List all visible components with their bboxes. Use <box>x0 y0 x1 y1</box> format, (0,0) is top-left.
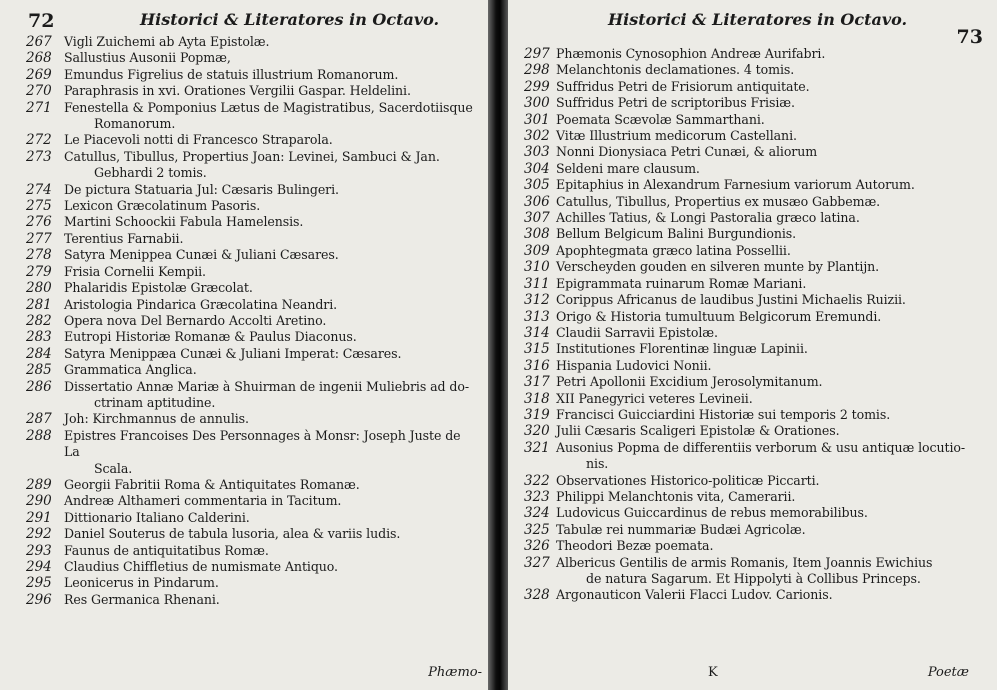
entry-body <box>64 132 476 148</box>
entry-number: 310 <box>524 259 550 276</box>
entry-number: 320 <box>524 423 550 440</box>
catalog-entry <box>524 587 977 603</box>
entry-body <box>64 543 476 559</box>
entry-title: Paraphrasis in xvi. Orationes Vergilii Gaspar. Heldelini. <box>64 83 411 99</box>
catalog-entry <box>26 313 476 329</box>
catalog-entry <box>26 100 476 133</box>
entry-number: 326 <box>524 538 550 555</box>
catalog-entry <box>26 149 476 182</box>
entry-title: Ludovicus Guiccardinus de rebus memorabilibus. <box>556 505 868 521</box>
entry-title: Emundus Figrelius de statuis illustrium Romanorum. <box>64 66 399 82</box>
signature-mark: K <box>708 665 718 680</box>
catalog-entry <box>524 112 977 128</box>
entry-number: 282 <box>26 312 52 329</box>
entry-body <box>556 112 977 128</box>
entry-number: 316 <box>524 357 550 374</box>
entry-title: Satyra Menippæa Cunæi & Juliani Imperat: Cæsares. <box>64 345 402 361</box>
entry-number: 292 <box>26 526 52 543</box>
entry-number: 271 <box>26 99 52 116</box>
catalog-entry <box>26 231 476 247</box>
right-page <box>508 0 997 690</box>
entry-body <box>64 34 476 50</box>
entry-title: XII Panegyrici veteres Levineii. <box>556 390 753 406</box>
entry-continuation: Gebhardi 2 tomis. <box>94 165 207 181</box>
entry-number: 275 <box>26 198 52 215</box>
entry-number: 270 <box>26 83 52 100</box>
entry-number: 280 <box>26 280 52 297</box>
catalog-entry <box>26 34 476 50</box>
entry-title: Fenestella & Pomponius Lætus de Magistratibus, Sacerdotiisque <box>64 99 473 115</box>
catalog-entry <box>26 198 476 214</box>
entry-title: Georgii Fabritii Roma & Antiquitates Romanæ. <box>64 476 360 492</box>
entry-number: 309 <box>524 242 550 259</box>
right-entry-list <box>524 46 977 604</box>
entry-title: Res Germanica Rhenani. <box>64 591 220 607</box>
catalog-entry <box>26 264 476 280</box>
entry-title: Theodori Bezæ poemata. <box>556 538 714 554</box>
entry-number: 276 <box>26 214 52 231</box>
catalog-entry <box>26 592 476 608</box>
entry-title: Andreæ Althameri commentaria in Tacitum. <box>64 493 342 509</box>
entry-title: Claudius Chiffletius de numismate Antiquo. <box>64 559 338 574</box>
entry-title: Argonauticon Valerii Flacci Ludov. Carionis. <box>556 587 833 603</box>
entry-number: 289 <box>26 476 52 493</box>
entry-title: Phæmonis Cynosophion Andreæ Aurifabri. <box>556 46 826 61</box>
entry-title: Aristologia Pindarica Græcolatina Neandri. <box>64 296 338 312</box>
catalog-entry <box>26 280 476 296</box>
entry-body <box>64 67 476 83</box>
entry-title: Catullus, Tibullus, Propertius ex musæo Gabbemæ. <box>556 193 881 209</box>
entry-body <box>556 161 977 177</box>
entry-body <box>64 214 476 230</box>
left-running-head: Historici & Literatores in Octavo. <box>140 10 440 29</box>
entry-number: 268 <box>26 50 52 67</box>
entry-title: Petri Apollonii Excidium Jerosolymitanum. <box>556 374 823 390</box>
entry-body <box>556 226 977 242</box>
entry-body <box>64 231 476 247</box>
entry-number: 328 <box>524 587 550 604</box>
catalog-entry <box>26 50 476 66</box>
catalog-entry <box>26 477 476 493</box>
entry-body <box>64 198 476 214</box>
right-page-number: 73 <box>956 26 983 48</box>
entry-body <box>556 128 977 144</box>
entry-title: Corippus Africanus de laudibus Justini Michaelis Ruizii. <box>556 292 906 308</box>
entry-title: Grammatica Anglica. <box>64 362 197 378</box>
entry-number: 302 <box>524 128 550 145</box>
right-catchword: Poetæ <box>927 665 969 680</box>
entry-body <box>556 325 977 341</box>
entry-body <box>556 79 977 95</box>
entry-title: Vigli Zuichemi ab Ayta Epistolæ. <box>64 34 270 49</box>
entry-title: Daniel Souterus de tabula lusoria, alea & variis ludis. <box>64 526 401 542</box>
catalog-entry <box>524 538 977 554</box>
entry-body <box>556 587 977 603</box>
entry-body <box>556 95 977 111</box>
entry-title: Opera nova Del Bernardo Accolti Aretino. <box>64 312 327 328</box>
catalog-entry <box>524 194 977 210</box>
catalog-entry <box>26 83 476 99</box>
entry-body <box>64 379 476 412</box>
entry-body <box>556 538 977 554</box>
entry-title: Francisci Guicciardini Historiæ sui temporis 2 tomis. <box>556 406 891 422</box>
entry-number: 311 <box>524 275 550 292</box>
entry-title: Origo & Historia tumultuum Belgicorum Eremundi. <box>556 308 882 324</box>
entry-title: Tabulæ rei nummariæ Budæi Agricolæ. <box>556 521 806 537</box>
entry-number: 306 <box>524 193 550 210</box>
entry-title: Dittionario Italiano Calderini. <box>64 509 250 525</box>
entry-body <box>64 362 476 378</box>
entry-title: Epistres Francoises Des Personnages à Monsr: Joseph Juste de La <box>64 427 461 460</box>
entry-body <box>64 526 476 542</box>
entry-title: Terentius Farnabii. <box>64 230 184 246</box>
entry-body <box>556 391 977 407</box>
entry-continuation: nis. <box>586 456 609 472</box>
entry-number: 294 <box>26 559 52 575</box>
entry-body <box>556 358 977 374</box>
entry-body <box>64 100 476 133</box>
catalog-entry <box>26 132 476 148</box>
catalog-entry <box>524 440 977 473</box>
entry-number: 295 <box>26 575 52 592</box>
entry-number: 303 <box>524 144 550 161</box>
entry-number: 301 <box>524 111 550 128</box>
catalog-entry <box>26 575 476 591</box>
catalog-entry <box>524 292 977 308</box>
catalog-entry <box>26 362 476 378</box>
catalog-entry <box>26 346 476 362</box>
catalog-entry <box>524 276 977 292</box>
entry-body <box>556 522 977 538</box>
entry-number: 269 <box>26 66 52 83</box>
entry-continuation: Romanorum. <box>94 116 176 132</box>
catalog-entry <box>524 473 977 489</box>
right-running-head: Historici & Literatores in Octavo. <box>608 10 908 29</box>
entry-title: Poemata Scævolæ Sammarthani. <box>556 111 765 127</box>
entry-title: Seldeni mare clausum. <box>556 160 700 176</box>
entry-title: Suffridus Petri de scriptoribus Frisiæ. <box>556 95 795 111</box>
catalog-entry <box>524 243 977 259</box>
catalog-entry <box>26 428 476 477</box>
entry-number: 297 <box>524 46 550 62</box>
entry-title: Julii Cæsaris Scaligeri Epistolæ & Orationes. <box>556 423 840 439</box>
entry-title: Observationes Historico-politicæ Piccarti. <box>556 472 820 488</box>
entry-number: 314 <box>524 324 550 341</box>
catalog-entry <box>524 555 977 588</box>
entry-body <box>556 46 977 62</box>
entry-body <box>556 555 977 588</box>
entry-title: Philippi Melanchtonis vita, Camerarii. <box>556 488 796 504</box>
entry-body <box>64 247 476 263</box>
left-page <box>0 0 488 690</box>
entry-title: Bellum Belgicum Balini Burgundionis. <box>556 226 797 242</box>
entry-body <box>556 374 977 390</box>
catalog-entry <box>26 297 476 313</box>
entry-number: 323 <box>524 488 550 505</box>
entry-number: 321 <box>524 439 550 456</box>
entry-title: Frisia Cornelii Kempii. <box>64 263 206 279</box>
catalog-entry <box>26 411 476 427</box>
entry-body <box>64 477 476 493</box>
entry-number: 305 <box>524 177 550 194</box>
entry-number: 279 <box>26 263 52 280</box>
entry-number: 287 <box>26 411 52 428</box>
entry-title: Epigrammata ruinarum Romæ Mariani. <box>556 275 807 291</box>
catalog-entry <box>524 128 977 144</box>
entry-title: Satyra Menippea Cunæi & Juliani Cæsares. <box>64 247 339 263</box>
entry-title: Phalaridis Epistolæ Græcolat. <box>64 280 253 296</box>
catalog-entry <box>26 493 476 509</box>
entry-body <box>556 423 977 439</box>
entry-number: 325 <box>524 521 550 538</box>
entry-number: 319 <box>524 406 550 423</box>
catalog-entry <box>26 526 476 542</box>
catalog-entry <box>26 543 476 559</box>
catalog-entry <box>524 226 977 242</box>
entry-title: Lexicon Græcolatinum Pasoris. <box>64 198 261 214</box>
entry-number: 317 <box>524 374 550 391</box>
entry-body <box>64 493 476 509</box>
left-page-number: 72 <box>28 10 55 32</box>
entry-title: Martini Schoockii Fabula Hamelensis. <box>64 214 304 230</box>
entry-body <box>64 346 476 362</box>
entry-number: 299 <box>524 78 550 95</box>
entry-number: 327 <box>524 554 550 571</box>
entry-title: Epitaphius in Alexandrum Farnesium variorum Autorum. <box>556 177 915 193</box>
catalog-entry <box>524 46 977 62</box>
entry-body <box>556 473 977 489</box>
entry-number: 283 <box>26 329 52 346</box>
entry-number: 296 <box>26 591 52 608</box>
entry-title: Nonni Dionysiaca Petri Cunæi, & aliorum <box>556 144 818 160</box>
catalog-entry <box>524 341 977 357</box>
entry-title: Hispania Ludovici Nonii. <box>556 357 712 373</box>
catalog-entry <box>26 67 476 83</box>
left-catchword: Phæmo- <box>428 665 482 680</box>
entry-body <box>556 194 977 210</box>
entry-title: Leonicerus in Pindarum. <box>64 575 219 591</box>
entry-body <box>556 276 977 292</box>
left-entry-list <box>26 34 476 608</box>
entry-body <box>556 489 977 505</box>
catalog-entry <box>524 210 977 226</box>
entry-body <box>556 144 977 160</box>
entry-title: Institutiones Florentinæ linguæ Lapinii. <box>556 341 808 357</box>
entry-body <box>556 309 977 325</box>
entry-body <box>556 341 977 357</box>
catalog-entry <box>524 374 977 390</box>
catalog-entry <box>26 379 476 412</box>
catalog-entry <box>524 407 977 423</box>
catalog-entry <box>524 161 977 177</box>
entry-number: 284 <box>26 345 52 362</box>
entry-body <box>64 83 476 99</box>
entry-body <box>64 149 476 182</box>
entry-body <box>64 182 476 198</box>
entry-number: 281 <box>26 296 52 313</box>
entry-body <box>64 329 476 345</box>
catalog-entry <box>524 391 977 407</box>
entry-number: 288 <box>26 427 52 444</box>
entry-title: Ausonius Popma de differentiis verborum & usu antiquæ locutio- <box>556 439 966 455</box>
catalog-entry <box>524 505 977 521</box>
catalog-entry <box>26 214 476 230</box>
catalog-entry <box>524 95 977 111</box>
entry-body <box>556 210 977 226</box>
entry-number: 274 <box>26 181 52 198</box>
entry-title: Albericus Gentilis de armis Romanis, Item Joannis Ewichius <box>556 554 933 570</box>
entry-title: Catullus, Tibullus, Propertius Joan: Levinei, Sambuci & Jan. <box>64 148 440 164</box>
entry-number: 304 <box>524 160 550 177</box>
entry-body <box>64 575 476 591</box>
entry-body <box>64 50 476 66</box>
entry-body <box>64 280 476 296</box>
entry-body <box>556 505 977 521</box>
entry-number: 307 <box>524 210 550 227</box>
entry-title: Achilles Tatius, & Longi Pastoralia græco latina. <box>556 210 860 226</box>
entry-number: 267 <box>26 34 52 50</box>
entry-continuation: Scala. <box>94 460 133 476</box>
catalog-entry <box>26 559 476 575</box>
entry-body <box>64 297 476 313</box>
entry-number: 312 <box>524 292 550 309</box>
entry-number: 277 <box>26 230 52 247</box>
entry-number: 298 <box>524 62 550 79</box>
entry-number: 285 <box>26 362 52 379</box>
entry-number: 293 <box>26 542 52 559</box>
entry-title: Joh: Kirchmannus de annulis. <box>64 411 249 427</box>
entry-number: 273 <box>26 148 52 165</box>
entry-number: 308 <box>524 226 550 243</box>
entry-title: Claudii Sarravii Epistolæ. <box>556 324 718 340</box>
catalog-entry <box>524 358 977 374</box>
entry-body <box>64 510 476 526</box>
catalog-entry <box>524 79 977 95</box>
entry-number: 286 <box>26 378 52 395</box>
entry-title: Le Piacevoli notti di Francesco Straparola. <box>64 132 333 148</box>
catalog-entry <box>524 489 977 505</box>
catalog-entry <box>26 182 476 198</box>
entry-number: 290 <box>26 493 52 510</box>
catalog-entry <box>524 259 977 275</box>
catalog-entry <box>26 329 476 345</box>
entry-body <box>64 313 476 329</box>
entry-body <box>64 411 476 427</box>
entry-title: Faunus de antiquitatibus Romæ. <box>64 542 269 558</box>
entry-number: 318 <box>524 390 550 407</box>
entry-body <box>556 440 977 473</box>
entry-title: Dissertatio Annæ Mariæ à Shuirman de ingenii Muliebris ad do- <box>64 378 469 394</box>
entry-body <box>556 407 977 423</box>
entry-number: 300 <box>524 95 550 112</box>
catalog-entry <box>26 247 476 263</box>
catalog-entry <box>26 510 476 526</box>
entry-body <box>556 243 977 259</box>
entry-number: 322 <box>524 472 550 489</box>
entry-body <box>556 292 977 308</box>
book-gutter <box>488 0 508 690</box>
catalog-entry <box>524 325 977 341</box>
entry-title: Eutropi Historiæ Romanæ & Paulus Diaconus. <box>64 329 357 345</box>
catalog-entry <box>524 309 977 325</box>
catalog-entry <box>524 522 977 538</box>
entry-body <box>64 428 476 477</box>
entry-title: Suffridus Petri de Frisiorum antiquitate. <box>556 78 810 94</box>
entry-body <box>64 264 476 280</box>
catalog-entry <box>524 62 977 78</box>
entry-number: 315 <box>524 341 550 358</box>
catalog-entry <box>524 423 977 439</box>
entry-number: 272 <box>26 132 52 149</box>
entry-continuation: ctrinam aptitudine. <box>94 394 216 410</box>
entry-title: Melanchtonis declamationes. 4 tomis. <box>556 62 795 78</box>
entry-body <box>64 559 476 575</box>
entry-title: Vitæ Illustrium medicorum Castellani. <box>556 128 797 144</box>
entry-body <box>556 177 977 193</box>
catalog-entry <box>524 144 977 160</box>
entry-number: 291 <box>26 509 52 526</box>
entry-body <box>64 592 476 608</box>
entry-number: 324 <box>524 505 550 522</box>
entry-body <box>556 62 977 78</box>
entry-title: Apophtegmata græco latina Possellii. <box>556 242 791 258</box>
entry-body <box>556 259 977 275</box>
entry-number: 313 <box>524 308 550 325</box>
entry-title: De pictura Statuaria Jul: Cæsaris Bulingeri. <box>64 181 339 197</box>
entry-title: Sallustius Ausonii Popmæ, <box>64 50 231 66</box>
catalog-entry <box>524 177 977 193</box>
entry-title: Verscheyden gouden en silveren munte by Plantijn. <box>556 259 880 275</box>
entry-continuation: de natura Sagarum. Et Hippolyti à Collibus Princeps. <box>586 571 921 586</box>
entry-number: 278 <box>26 247 52 264</box>
